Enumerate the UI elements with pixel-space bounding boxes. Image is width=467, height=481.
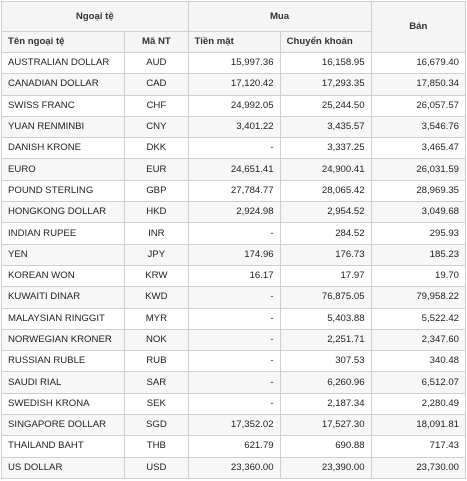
currency-name-cell: KUWAITI DINAR <box>2 287 125 308</box>
table-row <box>2 138 466 159</box>
currency-code-cell: DKK <box>125 138 188 159</box>
cash-buy-cell: - <box>188 393 280 414</box>
cash-buy-cell: 17,352.02 <box>188 415 280 436</box>
currency-name-cell: US DOLLAR <box>2 457 125 478</box>
table-row <box>2 415 466 436</box>
table-row <box>2 372 466 393</box>
currency-code-cell: KWD <box>125 287 188 308</box>
cash-buy-cell: - <box>188 138 280 159</box>
table-row <box>2 53 466 74</box>
sell-cell: 17,850.34 <box>371 74 465 95</box>
currency-name-cell: SINGAPORE DOLLAR <box>2 415 125 436</box>
currency-name-cell: YEN <box>2 244 125 265</box>
currency-code-cell: CNY <box>125 116 188 137</box>
currency-name-cell: INDIAN RUPEE <box>2 223 125 244</box>
cash-buy-cell: - <box>188 329 280 350</box>
table-row <box>2 351 466 372</box>
sell-cell: 717.43 <box>371 436 465 457</box>
cash-buy-cell: 27,784.77 <box>188 180 280 201</box>
currency-name-cell: SWEDISH KRONA <box>2 393 125 414</box>
table-row <box>2 265 466 286</box>
sell-cell: 26,057.57 <box>371 95 465 116</box>
sell-cell: 28,969.35 <box>371 180 465 201</box>
sell-cell: 3,546.76 <box>371 116 465 137</box>
sell-cell: 19.70 <box>371 265 465 286</box>
currency-code-cell: KRW <box>125 265 188 286</box>
cash-buy-cell: 621.79 <box>188 436 280 457</box>
transfer-buy-cell: 17,293.35 <box>280 74 371 95</box>
table-row <box>2 244 466 265</box>
sell-cell: 18,091.81 <box>371 415 465 436</box>
table-row <box>2 159 466 180</box>
currency-name-cell: HONGKONG DOLLAR <box>2 202 125 223</box>
cash-buy-cell: 2,924.98 <box>188 202 280 223</box>
sell-cell: 2,347.60 <box>371 329 465 350</box>
transfer-buy-cell: 3,435.57 <box>280 116 371 137</box>
cash-buy-cell: - <box>188 308 280 329</box>
cash-buy-cell: 23,360.00 <box>188 457 280 478</box>
sell-cell: 3,049.68 <box>371 202 465 223</box>
transfer-buy-cell: 3,337.25 <box>280 138 371 159</box>
transfer-buy-cell: 176.73 <box>280 244 371 265</box>
currency-code-header: Mã NT <box>125 32 188 53</box>
transfer-buy-cell: 16,158.95 <box>280 53 371 74</box>
transfer-buy-cell: 28,065.42 <box>280 180 371 201</box>
transfer-buy-cell: 2,187.34 <box>280 393 371 414</box>
buy-header: Mua <box>188 2 371 32</box>
rate-table-body <box>2 53 466 479</box>
currency-code-cell: MYR <box>125 308 188 329</box>
currency-code-cell: JPY <box>125 244 188 265</box>
currency-code-cell: SEK <box>125 393 188 414</box>
sell-cell: 26,031.59 <box>371 159 465 180</box>
table-row <box>2 223 466 244</box>
exchange-rate-table <box>1 1 466 479</box>
currency-name-cell: MALAYSIAN RINGGIT <box>2 308 125 329</box>
currency-name-cell: THAILAND BAHT <box>2 436 125 457</box>
currency-name-cell: SWISS FRANC <box>2 95 125 116</box>
transfer-buy-cell: 284.52 <box>280 223 371 244</box>
transfer-buy-cell: 17,527.30 <box>280 415 371 436</box>
currency-code-cell: EUR <box>125 159 188 180</box>
currency-code-cell: RUB <box>125 351 188 372</box>
currency-name-cell: POUND STERLING <box>2 180 125 201</box>
currency-name-cell: NORWEGIAN KRONER <box>2 329 125 350</box>
sell-cell: 185.23 <box>371 244 465 265</box>
cash-buy-cell: - <box>188 351 280 372</box>
table-row <box>2 116 466 137</box>
transfer-buy-cell: 17.97 <box>280 265 371 286</box>
sell-cell: 295.93 <box>371 223 465 244</box>
currency-code-cell: AUD <box>125 53 188 74</box>
currency-code-cell: THB <box>125 436 188 457</box>
sell-cell: 16,679.40 <box>371 53 465 74</box>
table-row <box>2 202 466 223</box>
sell-cell: 2,280.49 <box>371 393 465 414</box>
table-row <box>2 329 466 350</box>
currency-name-cell: KOREAN WON <box>2 265 125 286</box>
table-row <box>2 74 466 95</box>
currency-code-cell: CAD <box>125 74 188 95</box>
sell-cell: 3,465.47 <box>371 138 465 159</box>
cash-buy-cell: 16.17 <box>188 265 280 286</box>
transfer-buy-cell: 5,403.88 <box>280 308 371 329</box>
table-row <box>2 95 466 116</box>
cash-buy-cell: 15,997.36 <box>188 53 280 74</box>
sell-cell: 6,512.07 <box>371 372 465 393</box>
currency-code-cell: GBP <box>125 180 188 201</box>
currency-name-cell: YUAN RENMINBI <box>2 116 125 137</box>
transfer-buy-cell: 307.53 <box>280 351 371 372</box>
cash-header: Tiền mặt <box>188 32 280 53</box>
sell-header: Bán <box>371 2 465 53</box>
cash-buy-cell: - <box>188 372 280 393</box>
transfer-buy-cell: 23,390.00 <box>280 457 371 478</box>
currency-name-cell: SAUDI RIAL <box>2 372 125 393</box>
currency-name-cell: DANISH KRONE <box>2 138 125 159</box>
table-row <box>2 308 466 329</box>
currency-code-cell: SAR <box>125 372 188 393</box>
transfer-buy-cell: 2,954.52 <box>280 202 371 223</box>
transfer-buy-cell: 76,875.05 <box>280 287 371 308</box>
currency-code-cell: INR <box>125 223 188 244</box>
currency-code-cell: USD <box>125 457 188 478</box>
foreign-currency-header: Ngoại tệ <box>2 2 189 32</box>
currency-code-cell: NOK <box>125 329 188 350</box>
table-row <box>2 180 466 201</box>
sell-cell: 23,730.00 <box>371 457 465 478</box>
table-row <box>2 287 466 308</box>
table-row <box>2 457 466 478</box>
currency-name-cell: CANADIAN DOLLAR <box>2 74 125 95</box>
table-row <box>2 436 466 457</box>
currency-code-cell: HKD <box>125 202 188 223</box>
currency-name-header: Tên ngoại tệ <box>2 32 125 53</box>
currency-name-cell: AUSTRALIAN DOLLAR <box>2 53 125 74</box>
cash-buy-cell: - <box>188 287 280 308</box>
sell-cell: 340.48 <box>371 351 465 372</box>
cash-buy-cell: - <box>188 223 280 244</box>
transfer-buy-cell: 6,260.96 <box>280 372 371 393</box>
sell-cell: 5,522.42 <box>371 308 465 329</box>
cash-buy-cell: 24,651.41 <box>188 159 280 180</box>
transfer-buy-cell: 24,900.41 <box>280 159 371 180</box>
transfer-buy-cell: 2,251.71 <box>280 329 371 350</box>
currency-code-cell: SGD <box>125 415 188 436</box>
table-row <box>2 393 466 414</box>
cash-buy-cell: 174.96 <box>188 244 280 265</box>
sell-cell: 79,958.22 <box>371 287 465 308</box>
cash-buy-cell: 3,401.22 <box>188 116 280 137</box>
currency-name-cell: RUSSIAN RUBLE <box>2 351 125 372</box>
currency-code-cell: CHF <box>125 95 188 116</box>
transfer-header: Chuyển khoản <box>280 32 371 53</box>
transfer-buy-cell: 690.88 <box>280 436 371 457</box>
cash-buy-cell: 17,120.42 <box>188 74 280 95</box>
cash-buy-cell: 24,992.05 <box>188 95 280 116</box>
currency-name-cell: EURO <box>2 159 125 180</box>
transfer-buy-cell: 25,244.50 <box>280 95 371 116</box>
